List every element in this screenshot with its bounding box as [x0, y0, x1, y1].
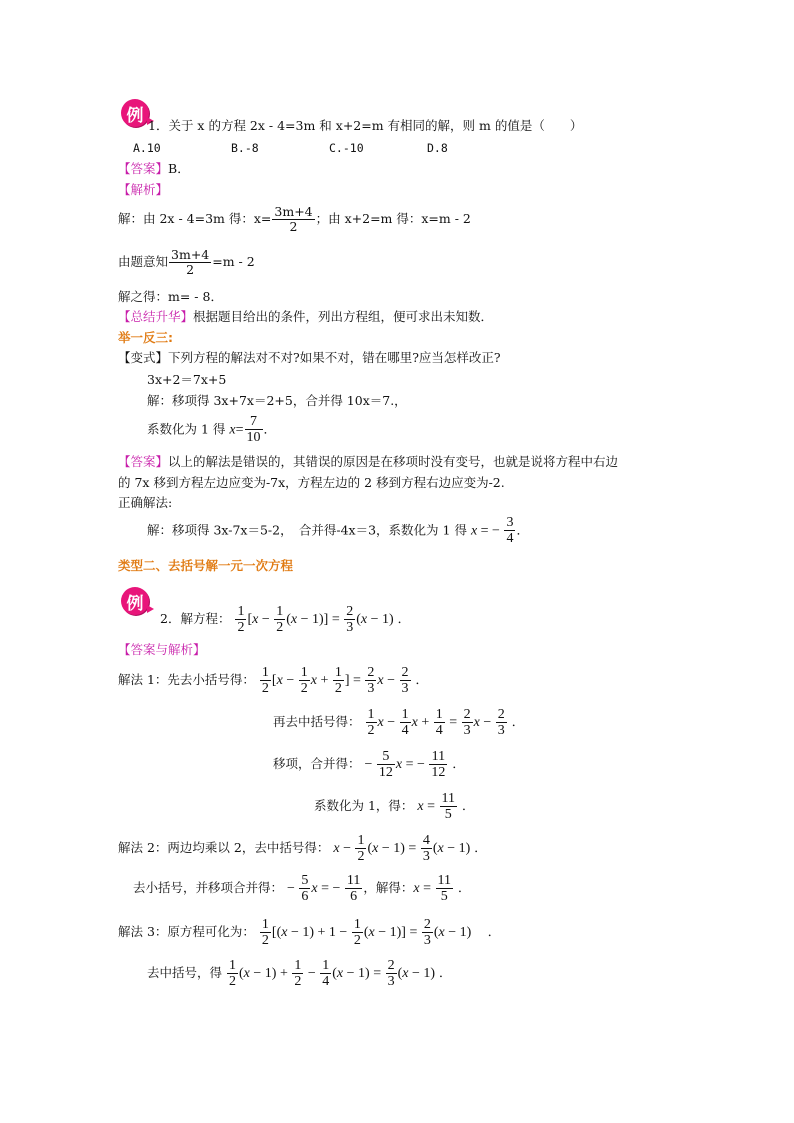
m1-step2-label: 再去中括号得： — [273, 714, 361, 730]
q1-summary — [118, 309, 493, 325]
sol1-fraction — [272, 205, 314, 234]
variant-answer-text-1: 以上的解法是错误的，其错误的原因是在移项时没有变号，也就是说将方程中右边 — [168, 454, 619, 469]
variant-step2-pre: 系数化为 1 得 — [147, 421, 226, 437]
sol2-den: 2 — [186, 261, 195, 277]
sol1-num: 3m+4 — [274, 204, 313, 219]
variant-question — [118, 350, 501, 366]
choice-b: B.-8 — [231, 141, 259, 155]
m1-label: 解法 1：先去小括号得： — [118, 672, 255, 688]
variant-answer-line-1 — [118, 454, 618, 470]
choice-c: C.-10 — [329, 141, 364, 155]
correct-solution: 解：移项得 3x-7x＝5-2， 合并得-4x＝3，系数化为 1 得 x = − $\frac{3}{4}$ ． — [147, 515, 529, 547]
variant-step2-num: 7 — [245, 414, 263, 430]
sol2-post: =m - 2 — [212, 253, 255, 269]
q1-solution-line-3: 解之得：m= - 8． — [118, 289, 223, 304]
sol1-pre: 解：由 2x - 4=3m 得：x= — [118, 210, 272, 226]
m1-step4-label: 系数化为 1，得： — [314, 798, 414, 814]
sol2-fraction — [169, 248, 211, 277]
sol2-pre: 由题意知 — [118, 253, 169, 269]
q1-answer — [118, 161, 190, 177]
method1-step1: 解法 1：先去小括号得： $\frac{1}{2}$ [x − $\frac{1}{2}$ x + $\frac{1}{2}$ ] = $\frac{2}{3}$ x − $\frac{2}{3}$ ． — [118, 665, 429, 697]
variant-step2-den: 10 — [246, 430, 261, 446]
answer-value: B． — [168, 161, 190, 176]
correct-pre: 解：移项得 3x-7x＝5-2， 合并得-4x＝3，系数化为 1 得 — [147, 522, 467, 538]
q2-statement: 2．解方程： $\frac{1}{2}$ [x − $\frac{1}{2}$ (x − 1)] = $\frac{2}{3}$ (x − 1) ． — [160, 604, 411, 636]
method3-step2: 去中括号，得 $\frac{1}{2}$ (x − 1) + $\frac{1}{2}$ − $\frac{1}{4}$ (x − 1) = $\frac{2}{3}$ (x − 1) ． — [147, 958, 452, 990]
variant-step2-fraction — [245, 414, 263, 446]
method1-step4: 系数化为 1，得： x = $\frac{11}{5}$ ． — [314, 791, 475, 823]
m3-label: 解法 3：原方程可化为： — [118, 924, 255, 940]
m2-label: 解法 2：两边均乘以 2，去中括号得： — [118, 840, 330, 856]
section-heading-type2: 类型二、去括号解一元一次方程 — [118, 558, 294, 573]
variant-step2-post: ． — [263, 421, 277, 437]
method1-step3: 移项，合并得： − $\frac{5}{12}$ x = − $\frac{11}{12}$ ． — [273, 749, 465, 781]
m2-step2-label: 去小括号，并移项合并得： — [133, 880, 284, 896]
variant-heading: 举一反三: — [118, 330, 173, 345]
variant-step2-var: x — [229, 422, 236, 438]
correct-post: ． — [516, 522, 529, 538]
choice-a: A.10 — [133, 141, 161, 155]
correct-num: 3 — [506, 515, 514, 530]
variant-question-text: 下列方程的解法对不对?如果不对，错在哪里?应当怎样改正? — [168, 350, 501, 365]
variant-tag: 【变式】 — [118, 350, 169, 365]
answer-analysis-tag: 【答案与解析】 — [118, 642, 206, 657]
q1-stem: 1．关于 x 的方程 2x - 4=3m 和 x+2=m 有相同的解，则 m 的值是（ ） — [148, 118, 583, 133]
variant-answer-line-2: 的 7x 移到方程左边应变为-7x，方程左边的 2 移到方程右边应变为-2. — [118, 475, 505, 490]
summary-tag: 【总结升华】 — [118, 309, 194, 324]
q1-solution-line-1 — [118, 205, 471, 234]
method2-step1: 解法 2：两边均乘以 2，去中括号得： x − $\frac{1}{2}$ (x − 1) = $\frac{4}{3}$ (x − 1) ． — [118, 833, 487, 865]
q1-choices — [133, 141, 448, 155]
method1-step2: 再去中括号得： $\frac{1}{2}$ x − $\frac{1}{4}$ x + $\frac{1}{4}$ = $\frac{2}{3}$ x − $\frac{2}{3}$ ． — [273, 707, 525, 739]
example-badge-2: 例 — [121, 587, 149, 615]
sol1-mid: ；由 x+2=m 得：x=m - 2 — [315, 210, 471, 226]
method2-step2: 去小括号，并移项合并得： − $\frac{5}{6}$ x = − $\frac{11}{6}$ ，解得：x = $\frac{11}{5}$ ． — [133, 873, 471, 905]
method3-step1: 解法 3：原方程可化为： $\frac{1}{2}$ [(x − 1) + 1 − $\frac{1}{2}$ (x − 1)] = $\frac{2}{3}$ (x − 1) ． — [118, 917, 501, 949]
choice-d: D.8 — [427, 141, 448, 155]
example-badge-1: 例 — [121, 99, 149, 127]
variant-step-2: 系数化为 1 得 x= $\frac{7}{10}$ ． — [147, 414, 277, 446]
correct-solution-title: 正确解法: — [118, 495, 173, 510]
analysis-tag: 【解析】 — [118, 182, 169, 197]
correct-den: 4 — [506, 531, 514, 547]
q1-solution-line-2 — [118, 248, 255, 277]
summary-text: 根据题目给出的条件，列出方程组，便可求出未知数． — [193, 309, 494, 324]
sol1-den: 2 — [289, 218, 298, 234]
answer-tag: 【答案】 — [118, 161, 169, 176]
m2-step2-mid: ，解得： — [363, 880, 414, 896]
m1-step3-label: 移项，合并得： — [273, 756, 361, 772]
variant-answer-tag: 【答案】 — [118, 454, 169, 469]
correct-fraction — [504, 515, 515, 547]
m3-step2-label: 去中括号，得 — [147, 965, 223, 981]
sol2-num: 3m+4 — [171, 247, 210, 262]
variant-step-1: 解：移项得 3x+7x＝2+5，合并得 10x＝7.， — [147, 393, 407, 408]
q2-label: 2．解方程： — [160, 611, 231, 627]
q2-equation: $\frac{1}{2}$ [x − $\frac{1}{2}$ (x − 1)] = $\frac{2}{3}$ (x − 1) — [237, 604, 394, 636]
variant-equation: 3x+2＝7x+5 — [147, 372, 227, 387]
